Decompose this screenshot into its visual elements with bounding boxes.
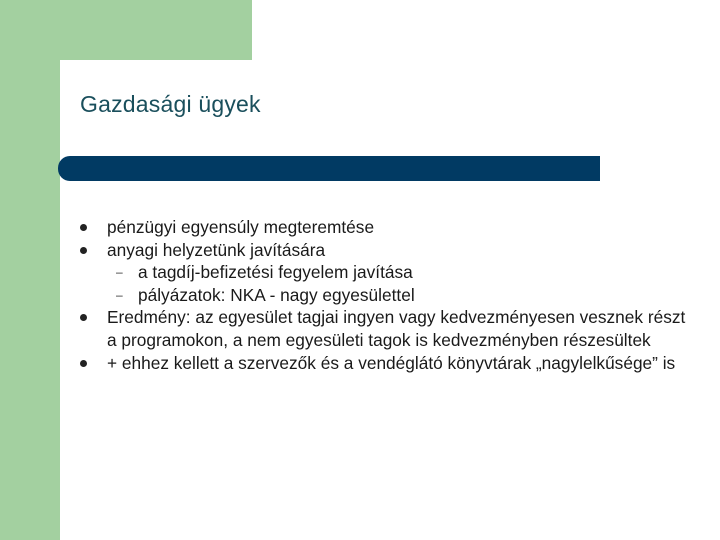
- dash-icon: –: [116, 265, 123, 280]
- list-item-text: Eredmény: az egyesület tagjai ingyen vagy kedvezményesen vesznek részt a programokon, a nem egyesületi tagok is kedvezményben részesültek: [107, 307, 686, 350]
- bullet-icon: [80, 224, 87, 231]
- list-item: [78, 352, 690, 375]
- sub-list-item-text: pályázatok: NKA - nagy egyesülettel: [138, 284, 415, 305]
- bullet-icon: [80, 314, 87, 321]
- list-item: [78, 306, 690, 351]
- sub-list-item-text: a tagdíj-befizetési fegyelem javítása: [138, 262, 413, 283]
- bullet-icon: [80, 360, 87, 367]
- list-item: [78, 216, 690, 239]
- dash-icon: –: [116, 287, 123, 302]
- title-underline-bar: [58, 156, 600, 181]
- sub-list-item: [78, 284, 690, 307]
- bullet-list: [78, 216, 690, 374]
- list-item-text: anyagi helyzetünk javítására: [107, 239, 326, 260]
- list-item-text: + ehhez kellett a szervezők és a vendéglátó könyvtárak „nagylelkűsége” is: [107, 352, 676, 373]
- list-item: [78, 239, 690, 262]
- sub-list-item: [78, 261, 690, 284]
- bullet-icon: [80, 247, 87, 254]
- list-item-text: pénzügyi egyensúly megteremtése: [107, 217, 375, 237]
- left-green-band: [0, 0, 60, 540]
- slide-title: Gazdasági ügyek: [80, 91, 261, 117]
- top-green-band: [0, 0, 252, 60]
